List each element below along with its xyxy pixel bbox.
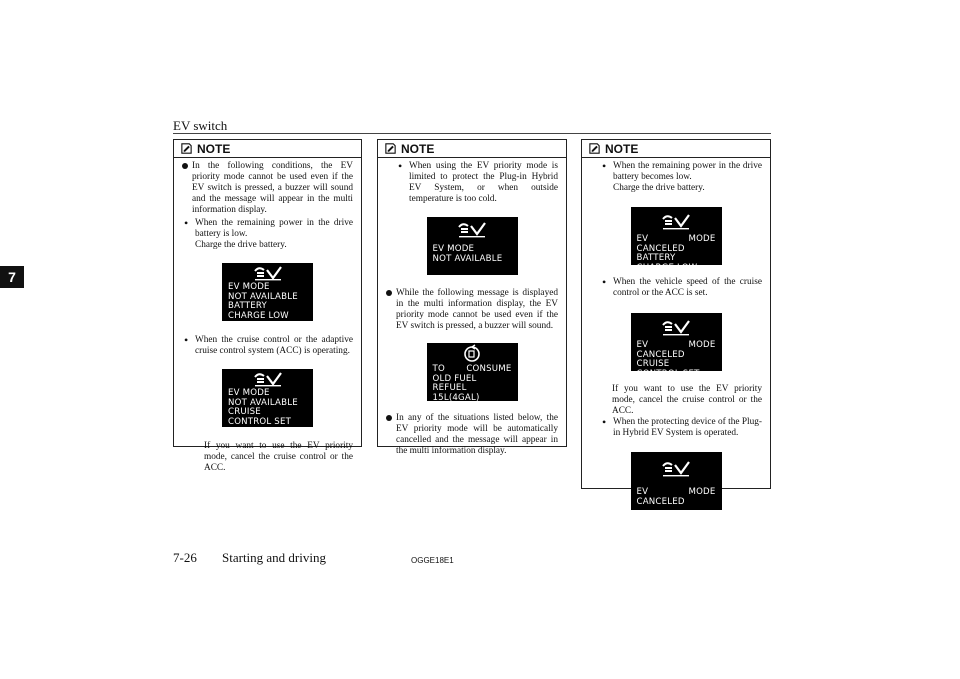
bullet-dot-icon [182, 163, 188, 169]
document-code: OGGE18E1 [411, 556, 454, 565]
screen-line: EV MODE [432, 244, 475, 254]
bullet-text: In any of the situations listed below, the EV priority mode will be automatically cancelled and the message will appear in the multi information display. [396, 413, 558, 456]
sub-text: When the cruise control or the adaptive cruise control system (ACC) is operating. [195, 335, 353, 356]
screen-line: EV MODE CANCELED [636, 487, 716, 507]
ev-logo-icon [455, 217, 489, 241]
sub-item [602, 277, 762, 299]
sub-bullet-icon: • [602, 275, 607, 289]
tail-text: If you want to use the EV priority mode, cancel the cruise control or the ACC. [204, 441, 353, 473]
display-screen [631, 452, 722, 510]
fuel-refresh-icon [460, 343, 484, 365]
sub-bullet-icon: • [398, 159, 403, 173]
note-pencil-icon [384, 142, 397, 155]
sub-text-cont: Charge the drive battery. [195, 240, 287, 250]
bullet-text: While the following message is displayed in the multi information display, the EV priority mode cannot be used even if the EV switch is pressed, a buzzer will sound. [396, 288, 558, 331]
screen-line: EV MODE CANCELED [636, 234, 716, 254]
sub-item [602, 161, 762, 194]
sub-text: When the remaining power in the drive battery is low. [195, 218, 353, 239]
note-box-1 [173, 139, 362, 473]
sub-item [184, 218, 353, 251]
ev-logo-icon [251, 369, 285, 389]
chapter-tab: 7 [0, 266, 24, 288]
display-screen [631, 313, 722, 379]
bullet-dot-icon [386, 290, 392, 296]
ev-logo-icon [251, 263, 285, 283]
section-title: Starting and driving [222, 550, 326, 565]
bullet-text: In the following conditions, the EV priority mode cannot be used even if the EV switch is pressed, a buzzer will sound and the message will appear in the multi information display. [192, 161, 353, 215]
note-box-2 [377, 139, 567, 456]
ev-logo-icon [659, 207, 693, 233]
sub-bullet-icon: • [602, 415, 607, 429]
sub-item [602, 417, 762, 439]
note-label: NOTE [197, 141, 231, 156]
display-screen [631, 207, 722, 273]
sub-text: When the vehicle speed of the cruise control or the ACC is set. [613, 277, 762, 298]
sub-bullet-icon: • [602, 159, 607, 173]
display-screen [222, 369, 313, 427]
sub-item [398, 161, 558, 205]
sub-item [184, 335, 353, 357]
display-screen [427, 217, 518, 275]
screen-line: NOT AVAILABLE [432, 253, 503, 264]
note-header [582, 140, 770, 158]
sub-text: When using the EV priority mode is limited to protect the Plug-in Hybrid EV System, or when outside temperature is too cold. [409, 161, 558, 204]
note-pencil-icon [180, 142, 193, 155]
screen-line: BATTERY CHARGE LOW [636, 253, 698, 273]
bullet-item [386, 413, 558, 457]
screen-line: OR MORE [432, 402, 475, 413]
screen-line: EV MODE CANCELED [636, 340, 716, 360]
sub-bullet-icon: • [184, 333, 189, 347]
screen-line: TO CONSUME OLD FUEL [432, 364, 512, 384]
note-box-3 [581, 139, 771, 507]
screen-line: EV MODE [228, 388, 270, 398]
note-pencil-icon [588, 142, 601, 155]
screen-line: CRUISE CONTROL SET [228, 407, 292, 427]
sub-text-cont: Charge the drive battery. [613, 183, 705, 193]
sub-text: When the remaining power in the drive battery becomes low. [613, 161, 762, 182]
note-header [174, 140, 361, 158]
display-screen [222, 263, 313, 321]
header-title: EV switch [173, 118, 228, 133]
screen-line: REFUEL 15L(4GAL) [432, 383, 480, 403]
note-label: NOTE [605, 141, 639, 156]
note-label: NOTE [401, 141, 435, 156]
screen-line: CRUISE CONTROL SET [636, 359, 700, 379]
ev-logo-icon [659, 452, 693, 482]
ev-logo-icon [659, 313, 693, 339]
bullet-item [182, 161, 353, 216]
screen-line: EV MODE [228, 282, 270, 292]
sub-bullet-icon: • [184, 216, 189, 230]
bullet-item [386, 288, 558, 332]
page-number: 7-26 [173, 550, 197, 565]
note-header [378, 140, 566, 158]
tail-text: If you want to use the EV priority mode, cancel the cruise control or the ACC. [612, 384, 762, 416]
header-rule [173, 133, 771, 134]
screen-line: NOT AVAILABLE [228, 291, 298, 302]
bullet-dot-icon [386, 415, 392, 421]
screen-line: BATTERY CHARGE LOW [228, 301, 289, 321]
sub-text: When the protecting device of the Plug-in Hybrid EV System is operated. [613, 417, 762, 438]
display-screen [427, 343, 518, 413]
screen-line: NOT AVAILABLE [228, 397, 298, 408]
